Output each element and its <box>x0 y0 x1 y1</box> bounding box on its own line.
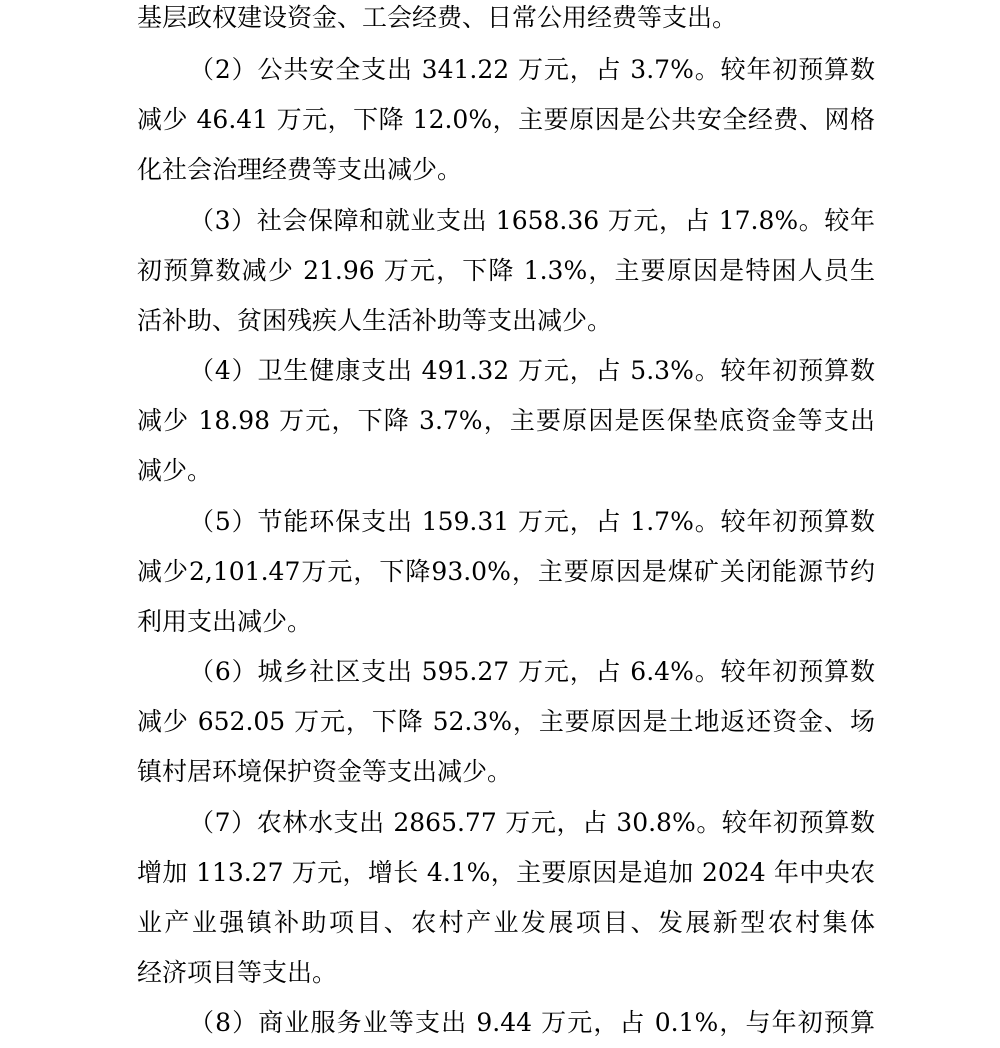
paragraph-line: 活补助、贫困残疾人生活补助等支出减少。 <box>137 306 613 335</box>
paragraph-line: 减少 46.41 万元，下降 12.0%，主要原因是公共安全经费、网格 <box>137 105 875 134</box>
paragraph-line: （4）卫生健康支出 491.32 万元，占 5.3%。较年初预算数 <box>189 356 875 385</box>
paragraph-line: （2）公共安全支出 341.22 万元，占 3.7%。较年初预算数 <box>189 55 875 84</box>
paragraph-line: （3）社会保障和就业支出 1658.36 万元，占 17.8%。较年 <box>189 206 875 235</box>
paragraph-line: （7）农林水支出 2865.77 万元，占 30.8%。较年初预算数 <box>189 808 875 837</box>
paragraph-line: 化社会治理经费等支出减少。 <box>137 155 463 184</box>
paragraph-line: （8）商业服务业等支出 9.44 万元，占 0.1%，与年初预算 <box>189 1008 875 1037</box>
paragraph-line: （6）城乡社区支出 595.27 万元，占 6.4%。较年初预算数 <box>189 657 875 686</box>
paragraph-line: 减少 652.05 万元，下降 52.3%，主要原因是土地返还资金、场 <box>137 707 875 736</box>
paragraph-line: 镇村居环境保护资金等支出减少。 <box>137 757 513 786</box>
paragraph-line: 减少。 <box>137 456 213 485</box>
paragraph-line: 初预算数减少 21.96 万元，下降 1.3%，主要原因是特困人员生 <box>137 256 875 285</box>
paragraph-line: 基层政权建设资金、工会经费、日常公用经费等支出。 <box>137 3 738 32</box>
paragraph-line: 经济项目等支出。 <box>137 958 338 987</box>
paragraph-line: 减少2,101.47万元，下降93.0%，主要原因是煤矿关闭能源节约 <box>137 557 875 586</box>
paragraph-line: （5）节能环保支出 159.31 万元，占 1.7%。较年初预算数 <box>189 507 875 536</box>
paragraph-line: 利用支出减少。 <box>137 607 313 636</box>
paragraph-line: 增加 113.27 万元，增长 4.1%，主要原因是追加 2024 年中央农 <box>137 858 875 887</box>
paragraph-line: 业产业强镇补助项目、农村产业发展项目、发展新型农村集体 <box>137 908 875 937</box>
paragraph-line: 减少 18.98 万元，下降 3.7%，主要原因是医保垫底资金等支出 <box>137 406 875 435</box>
